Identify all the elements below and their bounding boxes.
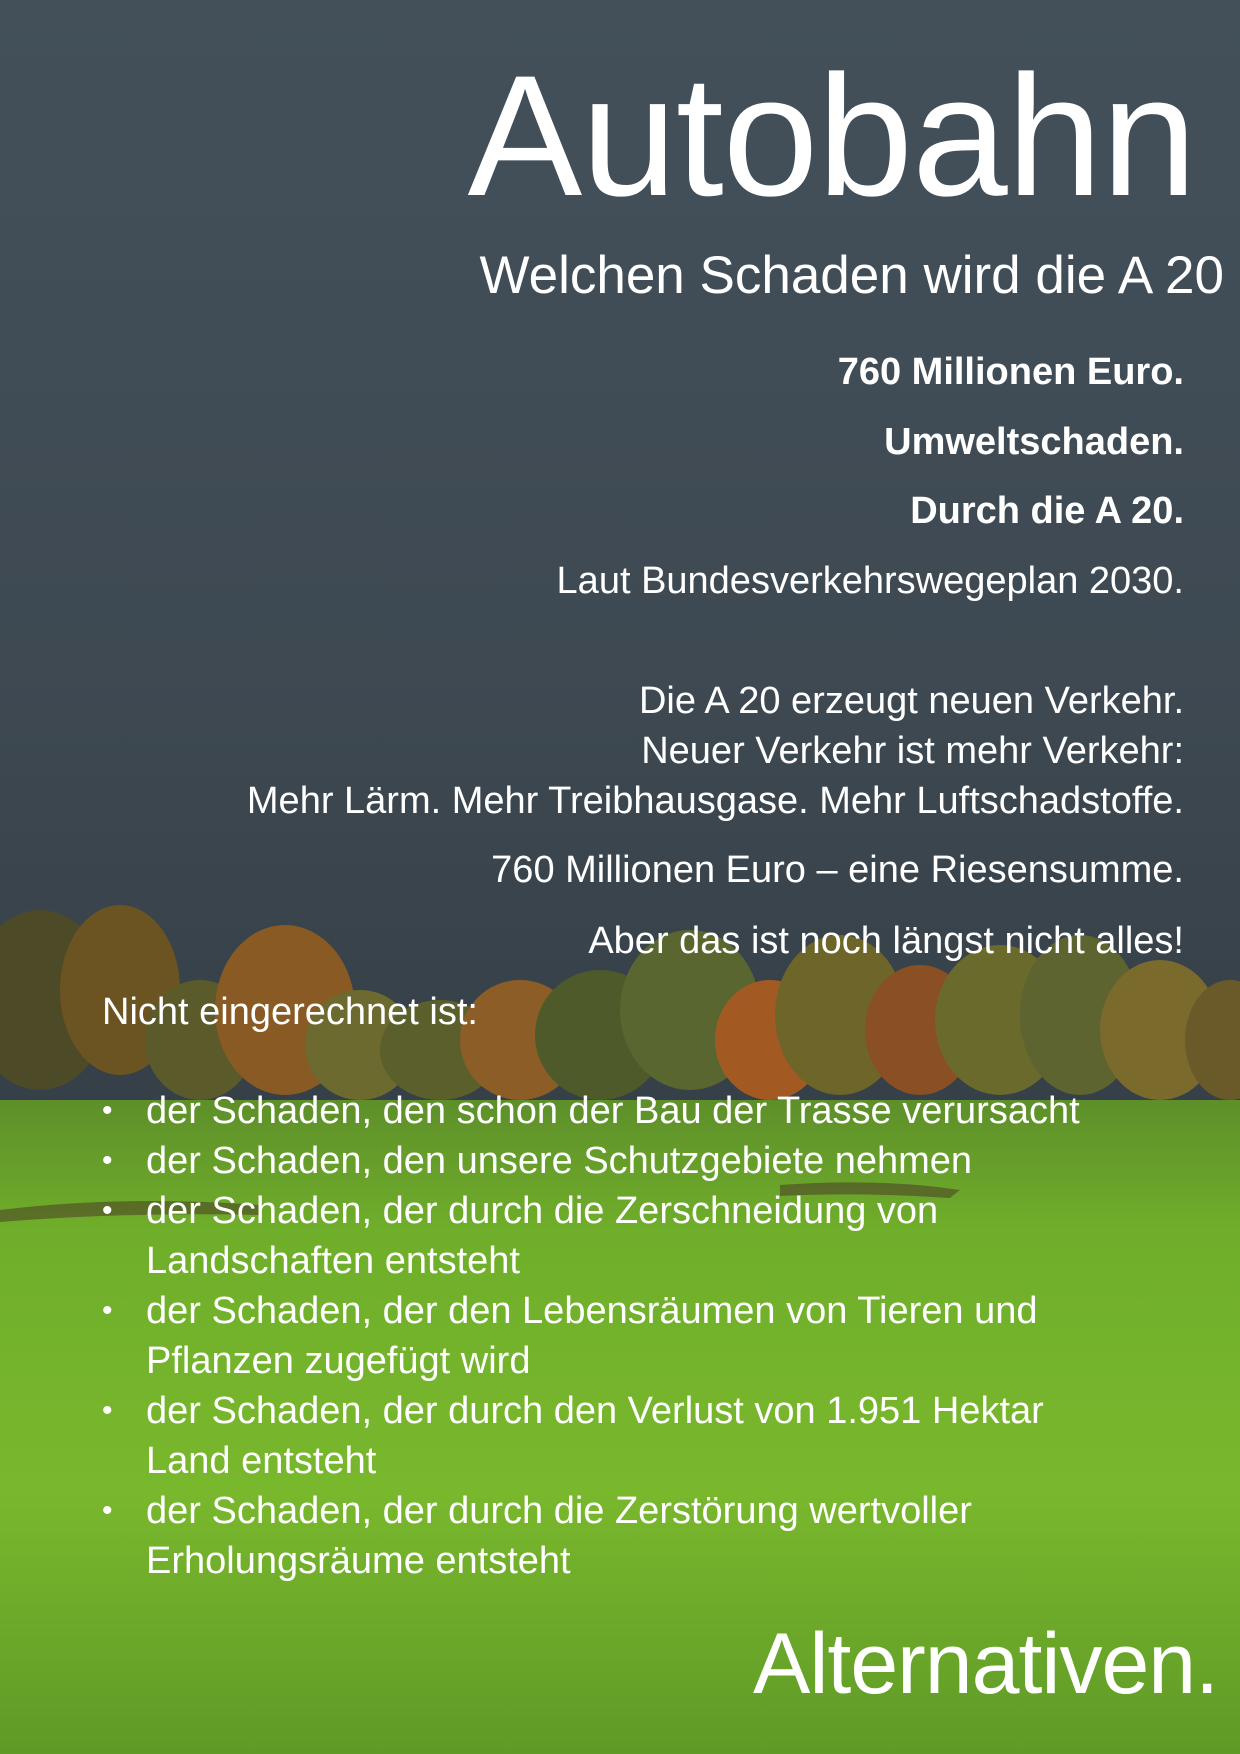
bullet-icon: • xyxy=(102,1094,113,1127)
bullet-icon: • xyxy=(102,1194,113,1227)
list-item-text: der Schaden, den unsere Schutzgebiete nehmen xyxy=(146,1140,973,1182)
list-item xyxy=(100,1486,1220,1586)
bullet-icon: • xyxy=(102,1144,113,1177)
list-item xyxy=(100,1286,1220,1386)
bullet-icon: • xyxy=(102,1294,113,1327)
bullet-icon: • xyxy=(102,1494,113,1527)
more-line: Aber das ist noch längst nicht alles! xyxy=(588,920,1184,962)
list-item-text: der Schaden, der durch den Verlust von 1.951 Hektar xyxy=(146,1390,1044,1432)
traffic-line: Mehr Lärm. Mehr Treibhausgase. Mehr Luftschadstoffe. xyxy=(246,780,1184,822)
list-item-text: der Schaden, der durch die Zerschneidung von xyxy=(146,1190,939,1232)
bullet-icon: • xyxy=(102,1394,113,1427)
list-item xyxy=(100,1386,1220,1486)
traffic-paragraph xyxy=(247,676,1184,826)
list-item-text-cont: Landschaften entsteht xyxy=(146,1240,520,1282)
damage-type-line: Umweltschaden. xyxy=(884,421,1184,463)
list-item-text-cont: Pflanzen zugefügt wird xyxy=(146,1340,531,1382)
list-item xyxy=(100,1136,1220,1186)
poster-title: Autobahn xyxy=(467,40,1196,232)
sum-line: 760 Millionen Euro – eine Riesensumme. xyxy=(491,849,1184,891)
closing-headline: Alternativen. xyxy=(752,1616,1218,1712)
cause-line: Durch die A 20. xyxy=(910,490,1184,532)
list-item-text: der Schaden, der den Lebensräumen von Tieren und xyxy=(146,1290,1038,1332)
source-line: Laut Bundesverkehrswegeplan 2030. xyxy=(556,560,1184,602)
list-item-text: der Schaden, der durch die Zerstörung wertvoller xyxy=(146,1490,972,1532)
cost-line: 760 Millionen Euro. xyxy=(837,351,1184,393)
list-item-text-cont: Land entsteht xyxy=(146,1440,377,1482)
list-item-text: der Schaden, den schon der Bau der Trasse verursacht xyxy=(146,1090,1080,1132)
damage-list xyxy=(100,1086,1220,1586)
poster-subtitle: Welchen Schaden wird die A 20 xyxy=(479,246,1224,305)
traffic-line: Neuer Verkehr ist mehr Verkehr: xyxy=(641,730,1184,772)
list-item xyxy=(100,1086,1220,1136)
list-item-text-cont: Erholungsräume entsteht xyxy=(146,1540,571,1582)
list-intro: Nicht eingerechnet ist: xyxy=(102,991,478,1033)
traffic-line: Die A 20 erzeugt neuen Verkehr. xyxy=(638,680,1184,722)
list-item xyxy=(100,1186,1220,1286)
